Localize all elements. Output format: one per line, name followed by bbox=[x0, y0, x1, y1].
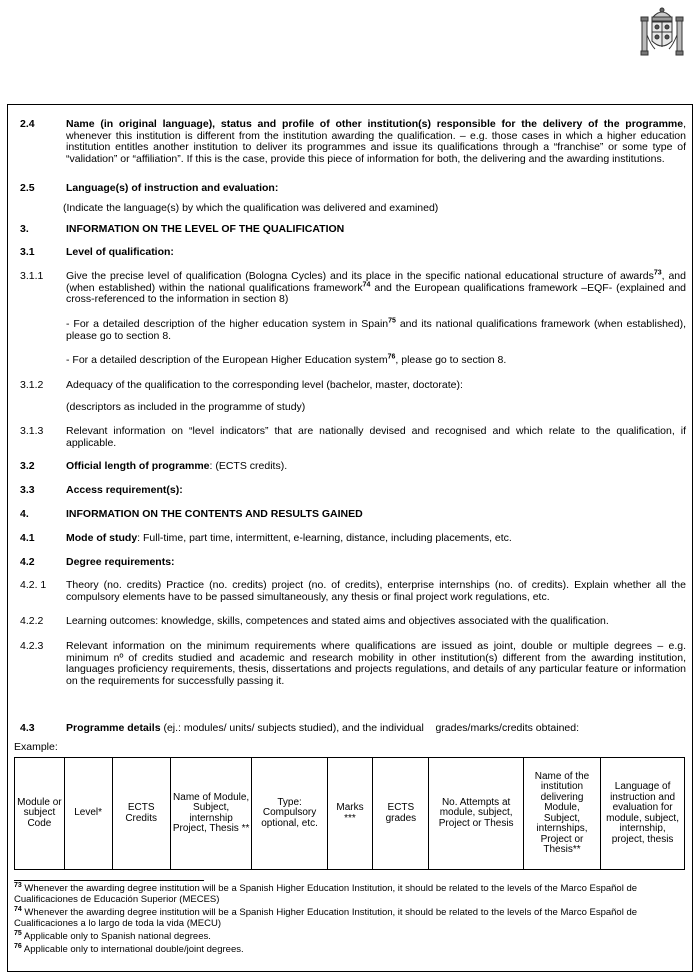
footnote-ref[interactable]: 73 bbox=[653, 269, 662, 277]
section-title: Name (in original language), status and profile of other institution(s) responsible for the delivery of the programme bbox=[66, 118, 684, 130]
section-number: 3.3 bbox=[20, 484, 35, 496]
footnote-75 bbox=[14, 929, 684, 943]
section-text: Adequacy of the qualification to the corresponding level (bachelor, master, doctorate): bbox=[66, 379, 463, 391]
table-header-cell: ECTS Credits bbox=[112, 758, 170, 870]
section-3-1-2-note: (descriptors as included in the programme of study) bbox=[66, 401, 306, 413]
programme-details-table bbox=[14, 757, 685, 870]
section-title: Mode of study bbox=[66, 532, 138, 544]
text-part: - For a detailed description of the higher education system in Spain bbox=[66, 318, 389, 330]
text-part: and the European qualifications framework –EQF- (explained and cross-referenced to the information in section 8) bbox=[66, 281, 687, 305]
footnote-number: 73 bbox=[14, 881, 22, 889]
section-text bbox=[66, 319, 686, 342]
footnote-text: Applicable only to Spanish national degrees. bbox=[21, 931, 211, 942]
section-title: Language(s) of instruction and evaluation: bbox=[66, 182, 279, 194]
section-number: 4.2 bbox=[20, 556, 35, 568]
section-text: Theory (no. credits) Practice (no. credits) project (no. of credits), enterprise internships (no. of credits). Explain whether all the compulsory elements have to be passed simultaneously, any thesis or final project work regulations, etc. bbox=[66, 579, 686, 603]
section-title: Degree requirements: bbox=[66, 556, 175, 568]
section-number: 2.5 bbox=[20, 182, 35, 194]
section-body: (ej.: modules/ units/ subjects studied), and the individual grades/marks/credits obtained: bbox=[160, 722, 580, 734]
section-title: Access requirement(s): bbox=[66, 484, 183, 496]
section-number: 3.1.2 bbox=[20, 379, 44, 391]
section-number: 3.2 bbox=[20, 460, 35, 472]
footnote-73 bbox=[14, 881, 684, 905]
section-number: 3.1.3 bbox=[20, 425, 44, 437]
footnote-divider bbox=[14, 880, 204, 881]
section-number: 3. bbox=[20, 223, 29, 235]
section-text: Relevant information on the minimum requirements where qualifications are issued as joint, double or multiple degrees – e.g. minimum nº of credits studied and academic and research mobility in other institution(s) different from the awarding institution, languages proficiency requirements, thesis, dissertations and projects regulations, and details of any particular feature or information on the requirements for successfully passing it. bbox=[66, 640, 686, 687]
section-2-5-note: (Indicate the language(s) by which the qualification was delivered and examined) bbox=[63, 202, 439, 214]
footnote-76 bbox=[14, 942, 684, 956]
section-body: : Full-time, part time, intermittent, e-learning, distance, including placements, etc. bbox=[137, 532, 512, 544]
text-part: , and (when established) within the national qualifications framework bbox=[66, 270, 686, 294]
section-text: Relevant information on “level indicators” that are nationally devised and recognised and which relate to the qualification, if applicable. bbox=[66, 425, 686, 449]
section-title: INFORMATION ON THE CONTENTS AND RESULTS GAINED bbox=[66, 508, 363, 520]
table-header-cell: No. Attempts at module, subject, Project or Thesis bbox=[429, 758, 523, 870]
section-text bbox=[66, 533, 686, 545]
footnote-ref[interactable]: 74 bbox=[362, 281, 371, 288]
section-number: 4.2.2 bbox=[20, 615, 44, 627]
table-header-cell: Language of instruction and evaluation for module, subject, internship, project, thesis bbox=[601, 758, 685, 870]
section-number: 2.4 bbox=[20, 118, 35, 130]
footnote-number: 75 bbox=[14, 929, 22, 937]
table-header-cell: ECTS grades bbox=[373, 758, 429, 870]
text-part: , please go to section 8. bbox=[395, 354, 507, 366]
section-text: Learning outcomes: knowledge, skills, competences and stated aims and objectives associated with the qualification. bbox=[66, 615, 609, 627]
footnote-ref[interactable]: 76 bbox=[387, 353, 396, 361]
section-body: , whenever this institution is different from the institution awarding the qualification. – e.g. those cases in which a higher education institution entitles another institution to deliver its programmes and issue its qualifications through a “franchise” or some type of “validation” or “affiliation”. If this is the case, provide this piece of information for both, the delivering and the awarding institutions. bbox=[66, 118, 686, 165]
section-text bbox=[66, 271, 686, 306]
footnote-text: Whenever the awarding degree institution will be a Spanish Higher Education Institution, it should be related to the levels of the Marco Español de Cualificaciones a lo largo de toda la vida (MECU) bbox=[14, 907, 638, 929]
table-header-row bbox=[15, 758, 685, 870]
section-number: 4.2.3 bbox=[20, 640, 44, 652]
document-frame bbox=[7, 104, 693, 972]
text-part: and its national qualifications framework (when established), please go to section 8. bbox=[66, 318, 686, 342]
section-text bbox=[66, 461, 686, 473]
section-number: 4.3 bbox=[20, 722, 35, 734]
footnote-74 bbox=[14, 905, 684, 929]
table-header-cell: Type: Compulsory optional, etc. bbox=[252, 758, 327, 870]
section-text bbox=[66, 355, 686, 367]
section-number: 4.1 bbox=[20, 532, 35, 544]
footnote-number: 74 bbox=[14, 905, 22, 913]
section-text bbox=[66, 723, 686, 735]
footnote-text: Applicable only to international double/joint degrees. bbox=[21, 944, 244, 955]
footnote-text: Whenever the awarding degree institution will be a Spanish Higher Education Institution, it should be related to the levels of the Marco Español de Cualificaciones de Educación Superior (MECES) bbox=[14, 883, 638, 905]
section-title: Level of qualification: bbox=[66, 246, 174, 258]
table-header-cell: Name of Module, Subject, internship Project, Thesis ** bbox=[170, 758, 252, 870]
section-title: Programme details bbox=[66, 722, 161, 734]
table-header-cell: Module or subject Code bbox=[15, 758, 65, 870]
section-number: 3.1 bbox=[20, 246, 35, 258]
section-number: 4.2. 1 bbox=[20, 579, 47, 591]
table-header-cell: Name of the institution delivering Module, Subject, internships, Project or Thesis** bbox=[523, 758, 600, 870]
text-part: Give the precise level of qualification (Bologna Cycles) and its place in the specific national educational structure of awards bbox=[66, 270, 654, 282]
coat-of-arms-icon bbox=[639, 5, 685, 61]
example-label: Example: bbox=[14, 741, 58, 753]
table-header-cell: Marks *** bbox=[327, 758, 373, 870]
section-title: Official length of programme bbox=[66, 460, 210, 472]
table-header-cell: Level* bbox=[64, 758, 112, 870]
footnote-number: 76 bbox=[14, 942, 22, 950]
section-text bbox=[66, 119, 686, 165]
section-number: 4. bbox=[20, 508, 29, 520]
section-title: INFORMATION ON THE LEVEL OF THE QUALIFICATION bbox=[66, 223, 345, 235]
footnote-ref[interactable]: 75 bbox=[388, 317, 396, 325]
text-part: - For a detailed description of the European Higher Education system bbox=[66, 354, 388, 366]
section-number: 3.1.1 bbox=[20, 270, 44, 282]
section-body: : (ECTS credits). bbox=[209, 460, 288, 472]
